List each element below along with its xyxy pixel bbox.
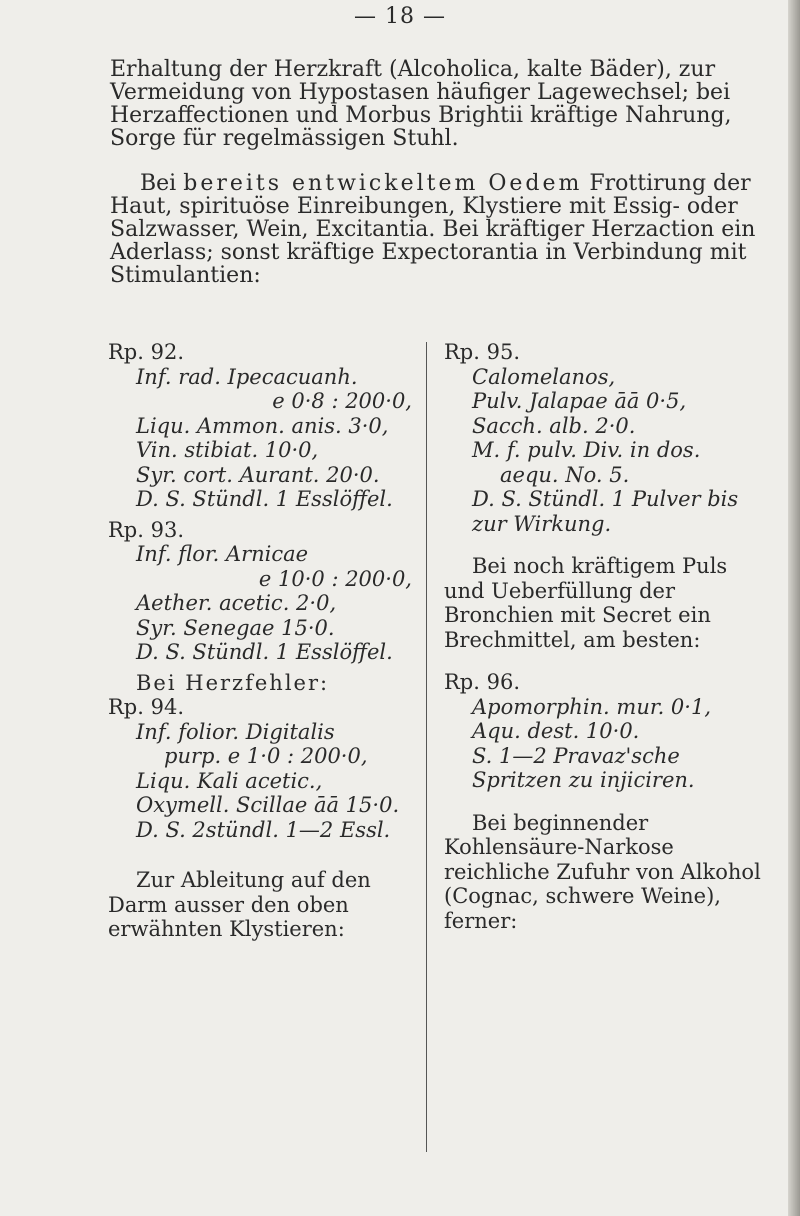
ingredient-line: M. f. pulv. Div. in dos. [472,438,701,462]
brechmittel-paragraph: Bei noch kräftigem Puls und Ueberfüllung der Bronchien mit Secret ein Brechmittel, am besten: [444,554,728,652]
intro-paragraph-2 [110,172,770,287]
recipe-92 [108,340,418,512]
ingredient-line: Inf. rad. Ipecacuanh. [136,364,358,389]
recipe-94 [108,695,418,842]
ingredient-line: Inf. flor. Arnicae [136,542,309,566]
page-edge-shadow [788,0,800,1216]
ingredient-line: Oxymell. Scillae āā 15·0. [136,793,400,817]
ingredient-line: Vin. stibiat. 10·0, [136,438,319,462]
recipe-93 [108,518,418,665]
intro-p2-spaced: bereits entwickeltem Oedem [183,171,583,196]
recipe-head: Rp. 96. [444,670,521,694]
ingredient-line: Pulv. Jalapae āā 0·5, [472,389,687,413]
ingredient-line: Syr. Senegae 15·0. [136,615,335,640]
ingredient-line: Sacch. alb. 2·0. [472,413,636,438]
left-column [108,340,418,942]
right-column [444,340,770,951]
recipe-head: Rp. 94. [108,695,185,719]
ingredient-line: Aqu. dest. 10·0. [472,719,640,743]
ingredient-line: Aether. acetic. 2·0, [136,591,337,615]
ingredient-line: Apomorphin. mur. 0·1, [472,694,711,719]
column-divider [426,342,427,1152]
ingredient-line: Liqu. Kali acetic., [136,768,323,793]
intro-p2-lead: Bei [140,171,177,196]
ingredient-line: aequ. No. 5. [500,462,630,487]
signatura: D. S. Stündl. 1 Esslöffel. [136,487,393,511]
recipe-95 [444,340,770,536]
narkose-paragraph: Bei beginnender Kohlensäure-Narkose reichliche Zufuhr von Alkohol (Cognac, schwere Weine), ferner: [444,810,761,933]
ingredient-line: e 10·0 : 200·0, [258,566,412,591]
intro-p2-rest: Frottirung der Haut, spirituöse Einreibungen, Klystiere mit Essig- oder Salzwasser, Wein, Excitantia. Bei kräftiger Herzaction ein Aderlass; sonst kräftige Expectorantia in Verbindung mit Stimulantien: [110,171,756,288]
intro-section [110,58,770,309]
herzfehler-heading: Bei Herzfehler: [136,670,330,695]
ingredient-line: purp. e 1·0 : 200·0, [164,744,368,768]
ingredient-line: Liqu. Ammon. anis. 3·0, [136,413,389,438]
signatura: D. S. 2stündl. 1—2 Essl. [136,817,391,842]
recipe-head: Rp. 95. [444,340,521,364]
ingredient-line: Inf. folior. Digitalis [136,719,335,744]
signatura: S. 1—2 Pravaz'sche Spritzen zu injiciren. [472,743,695,792]
signatura: D. S. Stündl. 1 Pulver bis zur Wirkung. [472,487,739,536]
ingredient-line: Syr. cort. Aurant. 20·0. [136,462,380,487]
page-number: — 18 — [354,4,446,29]
ableitung-paragraph: Zur Ableitung auf den Darm ausser den oben erwähnten Klystieren: [108,868,371,941]
recipe-96 [444,670,770,793]
signatura: D. S. Stündl. 1 Esslöffel. [136,640,393,664]
ingredient-line: e 0·8 : 200·0, [272,389,412,413]
recipe-head: Rp. 93. [108,517,185,542]
intro-paragraph-1: Erhaltung der Herzkraft (Alcoholica, kalte Bäder), zur Vermeidung von Hypostasen häufiger Lagewechsel; bei Herzaffectionen und Morbus Brightii kräftige Nahrung, Sorge für regelmässigen Stuhl. [110,57,732,151]
recipe-head: Rp. 92. [108,340,185,364]
ingredient-line: Calomelanos, [472,364,616,389]
